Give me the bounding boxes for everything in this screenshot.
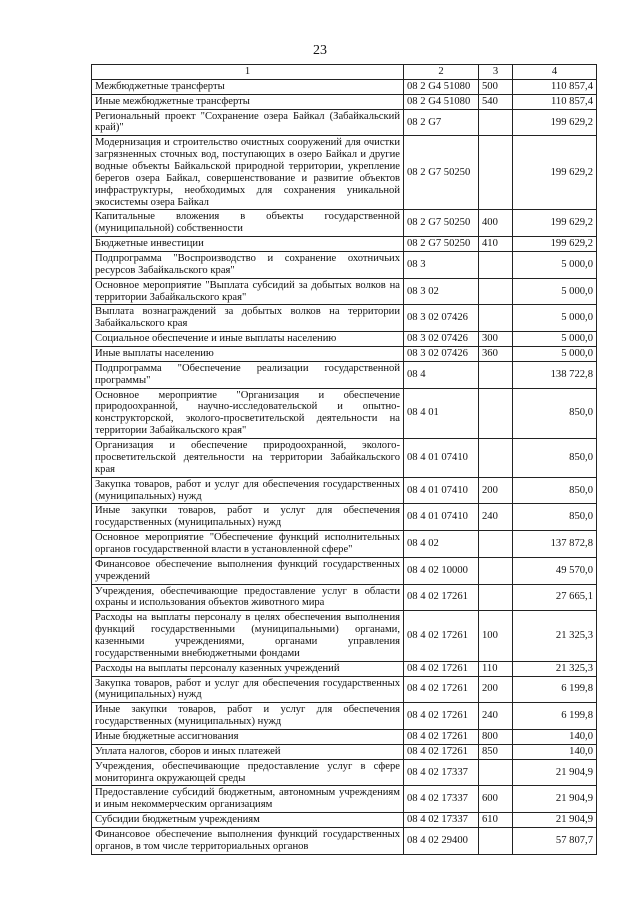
cell-code: 08 3 02 07426 (404, 347, 479, 362)
cell-name: Основное мероприятие "Обеспечение функций исполнительных органов государственной власти в установленной сфере" (92, 531, 404, 558)
cell-vr: 200 (479, 676, 513, 703)
cell-sum: 5 000,0 (513, 305, 597, 332)
cell-name: Иные выплаты населению (92, 347, 404, 362)
cell-sum: 137 872,8 (513, 531, 597, 558)
cell-vr: 410 (479, 237, 513, 252)
page-number: 23 (313, 43, 327, 58)
table-header-row (92, 65, 597, 80)
cell-name: Иные закупки товаров, работ и услуг для обеспечения государственных (муниципальных) нужд (92, 504, 404, 531)
cell-vr: 600 (479, 786, 513, 813)
cell-code: 08 4 02 (404, 531, 479, 558)
cell-sum: 850,0 (513, 504, 597, 531)
cell-sum: 850,0 (513, 439, 597, 478)
cell-code: 08 4 02 29400 (404, 827, 479, 854)
table-row (92, 703, 597, 730)
cell-sum: 21 325,3 (513, 611, 597, 661)
table-row (92, 676, 597, 703)
cell-vr (479, 305, 513, 332)
cell-sum: 21 325,3 (513, 661, 597, 676)
cell-vr: 240 (479, 504, 513, 531)
cell-code: 08 2 G7 (404, 109, 479, 136)
cell-name: Социальное обеспечение и иные выплаты населению (92, 332, 404, 347)
cell-vr (479, 439, 513, 478)
cell-code: 08 2 G7 50250 (404, 136, 479, 210)
cell-code: 08 3 (404, 252, 479, 279)
cell-name: Подпрограмма "Воспроизводство и сохранение охотничьих ресурсов Забайкальского края" (92, 252, 404, 279)
cell-code: 08 4 01 07410 (404, 504, 479, 531)
cell-name: Предоставление субсидий бюджетным, автономным учреждениям и иным некоммерческим организациям (92, 786, 404, 813)
cell-sum: 27 665,1 (513, 584, 597, 611)
table-row (92, 759, 597, 786)
table-body (92, 79, 597, 854)
cell-code: 08 4 02 17261 (404, 729, 479, 744)
cell-code: 08 4 02 17261 (404, 744, 479, 759)
cell-name: Капитальные вложения в объекты государственной (муниципальной) собственности (92, 210, 404, 237)
table-row (92, 278, 597, 305)
table-row (92, 531, 597, 558)
cell-sum: 5 000,0 (513, 332, 597, 347)
cell-code: 08 2 G4 51080 (404, 94, 479, 109)
cell-sum: 199 629,2 (513, 136, 597, 210)
cell-vr: 100 (479, 611, 513, 661)
cell-sum: 6 199,8 (513, 676, 597, 703)
table-row (92, 729, 597, 744)
column-header-code: 2 (404, 65, 479, 80)
table-row (92, 347, 597, 362)
cell-name: Субсидии бюджетным учреждениям (92, 813, 404, 828)
cell-sum: 49 570,0 (513, 557, 597, 584)
cell-sum: 110 857,4 (513, 94, 597, 109)
cell-sum: 199 629,2 (513, 210, 597, 237)
cell-code: 08 4 01 07410 (404, 477, 479, 504)
cell-vr (479, 109, 513, 136)
cell-name: Закупка товаров, работ и услуг для обеспечения государственных (муниципальных) нужд (92, 477, 404, 504)
cell-code: 08 4 02 17337 (404, 813, 479, 828)
cell-vr: 610 (479, 813, 513, 828)
cell-sum: 21 904,9 (513, 786, 597, 813)
cell-name: Бюджетные инвестиции (92, 237, 404, 252)
cell-name: Иные межбюджетные трансферты (92, 94, 404, 109)
column-header-vr: 3 (479, 65, 513, 80)
cell-sum: 140,0 (513, 744, 597, 759)
cell-code: 08 4 (404, 361, 479, 388)
cell-vr (479, 136, 513, 210)
table-row (92, 210, 597, 237)
cell-code: 08 2 G7 50250 (404, 210, 479, 237)
cell-vr: 110 (479, 661, 513, 676)
table-row (92, 361, 597, 388)
cell-name: Финансовое обеспечение выполнения функций государственных учреждений (92, 557, 404, 584)
cell-vr: 360 (479, 347, 513, 362)
cell-vr (479, 584, 513, 611)
cell-vr (479, 557, 513, 584)
cell-name: Основное мероприятие "Выплата субсидий за добытых волков на территории Забайкальского края" (92, 278, 404, 305)
cell-sum: 5 000,0 (513, 278, 597, 305)
cell-name: Уплата налогов, сборов и иных платежей (92, 744, 404, 759)
cell-name: Учреждения, обеспечивающие предоставление услуг в области охраны и использования объектов животного мира (92, 584, 404, 611)
cell-vr (479, 388, 513, 438)
cell-name: Финансовое обеспечение выполнения функций государственных органов, в том числе территориальных органов (92, 827, 404, 854)
table-row (92, 79, 597, 94)
table-row (92, 827, 597, 854)
cell-vr: 300 (479, 332, 513, 347)
table-row (92, 557, 597, 584)
cell-sum: 199 629,2 (513, 109, 597, 136)
cell-sum: 199 629,2 (513, 237, 597, 252)
cell-name: Расходы на выплаты персоналу казенных учреждений (92, 661, 404, 676)
cell-sum: 5 000,0 (513, 347, 597, 362)
table-row (92, 477, 597, 504)
table-row (92, 786, 597, 813)
cell-sum: 850,0 (513, 388, 597, 438)
table-row (92, 661, 597, 676)
cell-name: Основное мероприятие "Организация и обеспечение природоохранной, научно-исследовательской и опытно-конструкторской, эколого-просветительской деятельности на территории Забайкальского края" (92, 388, 404, 438)
table-row (92, 611, 597, 661)
cell-name: Выплата вознаграждений за добытых волков на территории Забайкальского края (92, 305, 404, 332)
cell-code: 08 4 02 17261 (404, 703, 479, 730)
cell-code: 08 4 01 (404, 388, 479, 438)
cell-sum: 5 000,0 (513, 252, 597, 279)
table-row (92, 94, 597, 109)
cell-code: 08 4 01 07410 (404, 439, 479, 478)
table-row (92, 136, 597, 210)
cell-vr: 850 (479, 744, 513, 759)
table-row (92, 332, 597, 347)
cell-vr (479, 361, 513, 388)
cell-sum: 57 807,7 (513, 827, 597, 854)
cell-code: 08 4 02 17261 (404, 676, 479, 703)
cell-vr: 200 (479, 477, 513, 504)
cell-name: Расходы на выплаты персоналу в целях обеспечения выполнения функций государственными (муниципальными) органами, казенными учреждениями, органами управления государственными внебюджетными фондами (92, 611, 404, 661)
cell-sum: 140,0 (513, 729, 597, 744)
table-row (92, 237, 597, 252)
cell-code: 08 4 02 10000 (404, 557, 479, 584)
cell-code: 08 4 02 17261 (404, 611, 479, 661)
cell-code: 08 4 02 17261 (404, 661, 479, 676)
cell-code: 08 3 02 07426 (404, 332, 479, 347)
cell-name: Организация и обеспечение природоохранной, эколого-просветительской деятельности на территории Забайкальского края (92, 439, 404, 478)
cell-code: 08 2 G7 50250 (404, 237, 479, 252)
table-row (92, 744, 597, 759)
cell-code: 08 4 02 17261 (404, 584, 479, 611)
cell-name: Учреждения, обеспечивающие предоставление услуг в сфере мониторинга окружающей среды (92, 759, 404, 786)
cell-sum: 138 722,8 (513, 361, 597, 388)
cell-code: 08 2 G4 51080 (404, 79, 479, 94)
column-header-sum: 4 (513, 65, 597, 80)
table-row (92, 813, 597, 828)
cell-vr (479, 759, 513, 786)
table-row (92, 439, 597, 478)
cell-vr: 540 (479, 94, 513, 109)
cell-name: Межбюджетные трансферты (92, 79, 404, 94)
cell-code: 08 4 02 17337 (404, 759, 479, 786)
table-row (92, 252, 597, 279)
cell-vr (479, 252, 513, 279)
cell-name: Модернизация и строительство очистных сооружений для очистки загрязненных сточных вод, поступающих в озеро Байкал и другие водные объекты Байкальской природной территории, укрепление берегов озера Байкал, совершенствование и развитие объектов инфраструктуры, необходимых для сохранения уникальной экосистемы озера Байкал (92, 136, 404, 210)
cell-name: Иные закупки товаров, работ и услуг для обеспечения государственных (муниципальных) нужд (92, 703, 404, 730)
table-row (92, 504, 597, 531)
cell-sum: 6 199,8 (513, 703, 597, 730)
cell-sum: 110 857,4 (513, 79, 597, 94)
cell-sum: 850,0 (513, 477, 597, 504)
cell-sum: 21 904,9 (513, 813, 597, 828)
cell-vr (479, 531, 513, 558)
budget-table (91, 64, 597, 855)
cell-vr: 800 (479, 729, 513, 744)
cell-name: Иные бюджетные ассигнования (92, 729, 404, 744)
cell-vr: 240 (479, 703, 513, 730)
column-header-name: 1 (92, 65, 404, 80)
table-row (92, 584, 597, 611)
cell-name: Подпрограмма "Обеспечение реализации государственной программы" (92, 361, 404, 388)
cell-sum: 21 904,9 (513, 759, 597, 786)
cell-vr (479, 827, 513, 854)
cell-code: 08 4 02 17337 (404, 786, 479, 813)
cell-name: Закупка товаров, работ и услуг для обеспечения государственных (муниципальных) нужд (92, 676, 404, 703)
table-row (92, 388, 597, 438)
cell-name: Региональный проект "Сохранение озера Байкал (Забайкальский край)" (92, 109, 404, 136)
cell-vr: 500 (479, 79, 513, 94)
table-row (92, 109, 597, 136)
cell-vr (479, 278, 513, 305)
cell-code: 08 3 02 07426 (404, 305, 479, 332)
table-row (92, 305, 597, 332)
cell-vr: 400 (479, 210, 513, 237)
cell-code: 08 3 02 (404, 278, 479, 305)
